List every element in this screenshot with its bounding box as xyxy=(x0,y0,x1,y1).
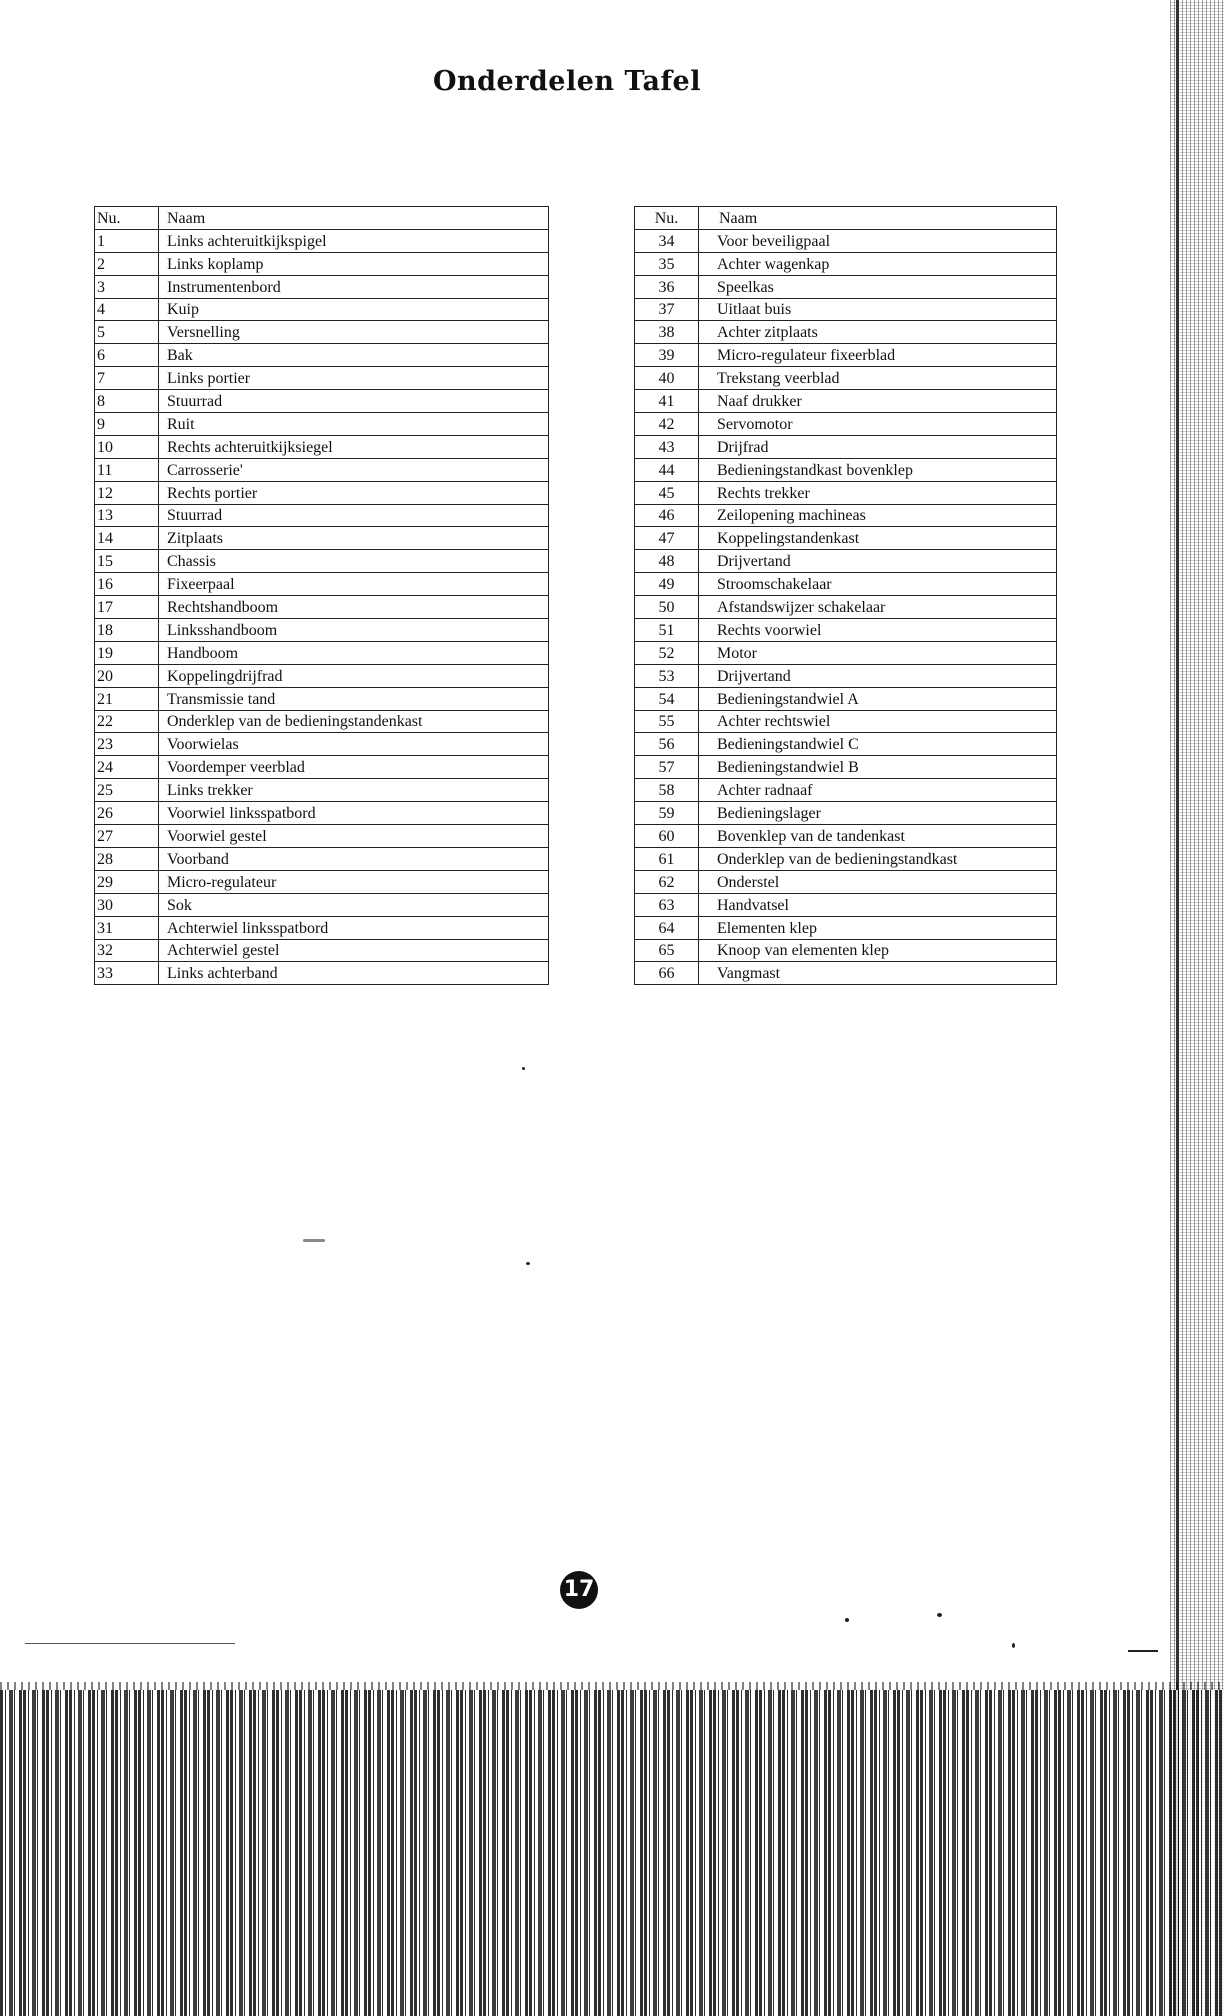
table-row xyxy=(635,550,1057,573)
part-number: 56 xyxy=(635,733,699,756)
part-number: 29 xyxy=(95,870,159,893)
table-row xyxy=(95,344,549,367)
part-number: 1 xyxy=(95,229,159,252)
part-name: Speelkas xyxy=(699,275,1057,298)
parts-table-right xyxy=(634,206,1057,985)
table-row xyxy=(95,733,549,756)
part-name: Transmissie tand xyxy=(159,687,549,710)
part-name: Drijvertand xyxy=(699,550,1057,573)
table-row xyxy=(95,481,549,504)
table-row xyxy=(635,344,1057,367)
part-name: Versnelling xyxy=(159,321,549,344)
part-name: Afstandswijzer schakelaar xyxy=(699,596,1057,619)
part-name: Links koplamp xyxy=(159,252,549,275)
part-name: Kuip xyxy=(159,298,549,321)
table-row xyxy=(95,687,549,710)
part-name: Links trekker xyxy=(159,779,549,802)
table-row xyxy=(95,825,549,848)
part-number: 38 xyxy=(635,321,699,344)
table-row xyxy=(635,939,1057,962)
part-name: Vangmast xyxy=(699,962,1057,985)
scan-speck xyxy=(522,1067,525,1070)
table-row xyxy=(95,321,549,344)
part-name: Chassis xyxy=(159,550,549,573)
part-name: Onderstel xyxy=(699,870,1057,893)
part-name: Naaf drukker xyxy=(699,390,1057,413)
table-row xyxy=(95,756,549,779)
page-number-badge: 17 xyxy=(560,1571,598,1609)
table-row xyxy=(635,825,1057,848)
part-name: Fixeerpaal xyxy=(159,573,549,596)
table-row xyxy=(95,779,549,802)
part-number: 24 xyxy=(95,756,159,779)
table-header-row xyxy=(635,207,1057,230)
part-name: Achter radnaaf xyxy=(699,779,1057,802)
part-name: Rechts achteruitkijksiegel xyxy=(159,435,549,458)
part-number: 21 xyxy=(95,687,159,710)
table-row xyxy=(95,229,549,252)
part-name: Links achteruitkijkspigel xyxy=(159,229,549,252)
table-row xyxy=(95,664,549,687)
part-number: 45 xyxy=(635,481,699,504)
table-row xyxy=(635,458,1057,481)
table-row xyxy=(635,619,1057,642)
part-number: 48 xyxy=(635,550,699,573)
part-number: 39 xyxy=(635,344,699,367)
part-number: 63 xyxy=(635,893,699,916)
scan-artifact-line xyxy=(0,1682,1224,1690)
part-number: 64 xyxy=(635,916,699,939)
part-name: Stuurrad xyxy=(159,390,549,413)
part-number: 36 xyxy=(635,275,699,298)
part-number: 20 xyxy=(95,664,159,687)
scan-speck xyxy=(1012,1643,1015,1648)
part-number: 42 xyxy=(635,413,699,436)
part-number: 47 xyxy=(635,527,699,550)
part-name: Instrumentenbord xyxy=(159,275,549,298)
table-row xyxy=(635,298,1057,321)
scan-speck xyxy=(1128,1650,1158,1652)
scan-artifact-band xyxy=(0,1690,1224,2016)
table-row xyxy=(95,916,549,939)
table-row xyxy=(635,756,1057,779)
table-row xyxy=(95,847,549,870)
part-number: 2 xyxy=(95,252,159,275)
table-row xyxy=(95,893,549,916)
table-row xyxy=(635,504,1057,527)
part-name: Knoop van elementen klep xyxy=(699,939,1057,962)
table-row xyxy=(95,298,549,321)
table-row xyxy=(635,779,1057,802)
part-name: Carrosserie' xyxy=(159,458,549,481)
table-row xyxy=(95,252,549,275)
part-number: 34 xyxy=(635,229,699,252)
table-row xyxy=(635,962,1057,985)
part-number: 50 xyxy=(635,596,699,619)
part-name: Links portier xyxy=(159,367,549,390)
part-name: Koppelingdrijfrad xyxy=(159,664,549,687)
part-name: Voorwiel linksspatbord xyxy=(159,802,549,825)
part-name: Linksshandboom xyxy=(159,619,549,642)
part-name: Rechtshandboom xyxy=(159,596,549,619)
part-name: Onderklep van de bedieningstandkast xyxy=(699,847,1057,870)
table-row xyxy=(95,435,549,458)
part-number: 55 xyxy=(635,710,699,733)
part-number: 31 xyxy=(95,916,159,939)
table-row xyxy=(635,870,1057,893)
scan-speck xyxy=(845,1618,849,1622)
part-number: 18 xyxy=(95,619,159,642)
part-name: Rechts trekker xyxy=(699,481,1057,504)
part-number: 49 xyxy=(635,573,699,596)
table-row xyxy=(635,390,1057,413)
part-number: 35 xyxy=(635,252,699,275)
table-row xyxy=(635,596,1057,619)
part-name: Servomotor xyxy=(699,413,1057,436)
part-name: Zitplaats xyxy=(159,527,549,550)
part-number: 44 xyxy=(635,458,699,481)
part-name: Voorband xyxy=(159,847,549,870)
part-number: 51 xyxy=(635,619,699,642)
part-number: 26 xyxy=(95,802,159,825)
table-row xyxy=(95,367,549,390)
part-number: 10 xyxy=(95,435,159,458)
part-name: Bedieningstandkast bovenklep xyxy=(699,458,1057,481)
part-number: 25 xyxy=(95,779,159,802)
column-header-number: Nu. xyxy=(95,207,159,230)
part-number: 58 xyxy=(635,779,699,802)
table-row xyxy=(635,435,1057,458)
part-name: Bedieningslager xyxy=(699,802,1057,825)
part-number: 33 xyxy=(95,962,159,985)
part-name: Motor xyxy=(699,641,1057,664)
table-row xyxy=(635,641,1057,664)
part-name: Bak xyxy=(159,344,549,367)
part-number: 30 xyxy=(95,893,159,916)
part-number: 43 xyxy=(635,435,699,458)
part-name: Achter rechtswiel xyxy=(699,710,1057,733)
part-name: Drijfrad xyxy=(699,435,1057,458)
part-name: Voordemper veerblad xyxy=(159,756,549,779)
table-row xyxy=(95,573,549,596)
column-header-name: Naam xyxy=(699,207,1057,230)
part-number: 5 xyxy=(95,321,159,344)
part-number: 65 xyxy=(635,939,699,962)
table-row xyxy=(95,710,549,733)
table-row xyxy=(635,802,1057,825)
part-number: 23 xyxy=(95,733,159,756)
table-row xyxy=(95,458,549,481)
parts-table-left xyxy=(94,206,549,985)
part-name: Trekstang veerblad xyxy=(699,367,1057,390)
part-name: Handboom xyxy=(159,641,549,664)
table-row xyxy=(635,413,1057,436)
table-row xyxy=(95,870,549,893)
part-name: Bedieningstandwiel C xyxy=(699,733,1057,756)
part-name: Voor beveiligpaal xyxy=(699,229,1057,252)
table-row xyxy=(635,733,1057,756)
part-name: Handvatsel xyxy=(699,893,1057,916)
part-number: 54 xyxy=(635,687,699,710)
part-name: Micro-regulateur fixeerblad xyxy=(699,344,1057,367)
table-row xyxy=(95,275,549,298)
part-number: 16 xyxy=(95,573,159,596)
part-name: Koppelingstandenkast xyxy=(699,527,1057,550)
table-row xyxy=(635,275,1057,298)
part-name: Stroomschakelaar xyxy=(699,573,1057,596)
part-name: Voorwielas xyxy=(159,733,549,756)
table-row xyxy=(635,573,1057,596)
part-name: Bovenklep van de tandenkast xyxy=(699,825,1057,848)
part-number: 15 xyxy=(95,550,159,573)
part-name: Micro-regulateur xyxy=(159,870,549,893)
column-header-number: Nu. xyxy=(635,207,699,230)
table-row xyxy=(95,641,549,664)
table-row xyxy=(95,527,549,550)
table-row xyxy=(635,847,1057,870)
table-row xyxy=(635,481,1057,504)
part-number: 7 xyxy=(95,367,159,390)
part-number: 17 xyxy=(95,596,159,619)
part-name: Bedieningstandwiel B xyxy=(699,756,1057,779)
part-number: 62 xyxy=(635,870,699,893)
table-row xyxy=(635,527,1057,550)
part-number: 66 xyxy=(635,962,699,985)
table-row xyxy=(95,939,549,962)
part-number: 32 xyxy=(95,939,159,962)
part-name: Rechts voorwiel xyxy=(699,619,1057,642)
table-row xyxy=(95,550,549,573)
part-number: 28 xyxy=(95,847,159,870)
part-name: Bedieningstandwiel A xyxy=(699,687,1057,710)
part-number: 11 xyxy=(95,458,159,481)
table-row xyxy=(635,687,1057,710)
table-row xyxy=(95,504,549,527)
part-name: Achterwiel gestel xyxy=(159,939,549,962)
part-name: Achterwiel linksspatbord xyxy=(159,916,549,939)
table-row xyxy=(635,710,1057,733)
part-name: Uitlaat buis xyxy=(699,298,1057,321)
part-name: Drijvertand xyxy=(699,664,1057,687)
part-name: Voorwiel gestel xyxy=(159,825,549,848)
part-number: 6 xyxy=(95,344,159,367)
part-name: Links achterband xyxy=(159,962,549,985)
part-name: Ruit xyxy=(159,413,549,436)
part-number: 27 xyxy=(95,825,159,848)
part-number: 13 xyxy=(95,504,159,527)
part-name: Zeilopening machineas xyxy=(699,504,1057,527)
part-name: Achter wagenkap xyxy=(699,252,1057,275)
part-name: Sok xyxy=(159,893,549,916)
part-number: 41 xyxy=(635,390,699,413)
part-name: Onderklep van de bedieningstandenkast xyxy=(159,710,549,733)
table-row xyxy=(635,229,1057,252)
part-number: 22 xyxy=(95,710,159,733)
part-name: Achter zitplaats xyxy=(699,321,1057,344)
part-number: 40 xyxy=(635,367,699,390)
scan-speck xyxy=(303,1239,325,1242)
part-name: Rechts portier xyxy=(159,481,549,504)
part-number: 19 xyxy=(95,641,159,664)
table-row xyxy=(95,802,549,825)
part-name: Elementen klep xyxy=(699,916,1057,939)
table-row xyxy=(635,252,1057,275)
part-number: 14 xyxy=(95,527,159,550)
table-row xyxy=(635,664,1057,687)
part-number: 46 xyxy=(635,504,699,527)
scan-speck xyxy=(25,1643,235,1644)
part-number: 4 xyxy=(95,298,159,321)
table-row xyxy=(95,619,549,642)
part-number: 61 xyxy=(635,847,699,870)
table-header-row xyxy=(95,207,549,230)
page-title: Onderdelen Tafel xyxy=(432,66,701,97)
part-name: Stuurrad xyxy=(159,504,549,527)
table-row xyxy=(95,390,549,413)
part-number: 12 xyxy=(95,481,159,504)
part-number: 52 xyxy=(635,641,699,664)
table-row xyxy=(95,962,549,985)
table-row xyxy=(95,413,549,436)
table-row xyxy=(635,367,1057,390)
table-row xyxy=(635,893,1057,916)
part-number: 37 xyxy=(635,298,699,321)
column-header-name: Naam xyxy=(159,207,549,230)
table-row xyxy=(635,916,1057,939)
part-number: 59 xyxy=(635,802,699,825)
part-number: 53 xyxy=(635,664,699,687)
part-number: 9 xyxy=(95,413,159,436)
scan-speck xyxy=(526,1262,530,1265)
table-row xyxy=(635,321,1057,344)
table-row xyxy=(95,596,549,619)
part-number: 57 xyxy=(635,756,699,779)
part-number: 8 xyxy=(95,390,159,413)
scan-speck xyxy=(937,1613,942,1617)
part-number: 60 xyxy=(635,825,699,848)
part-number: 3 xyxy=(95,275,159,298)
